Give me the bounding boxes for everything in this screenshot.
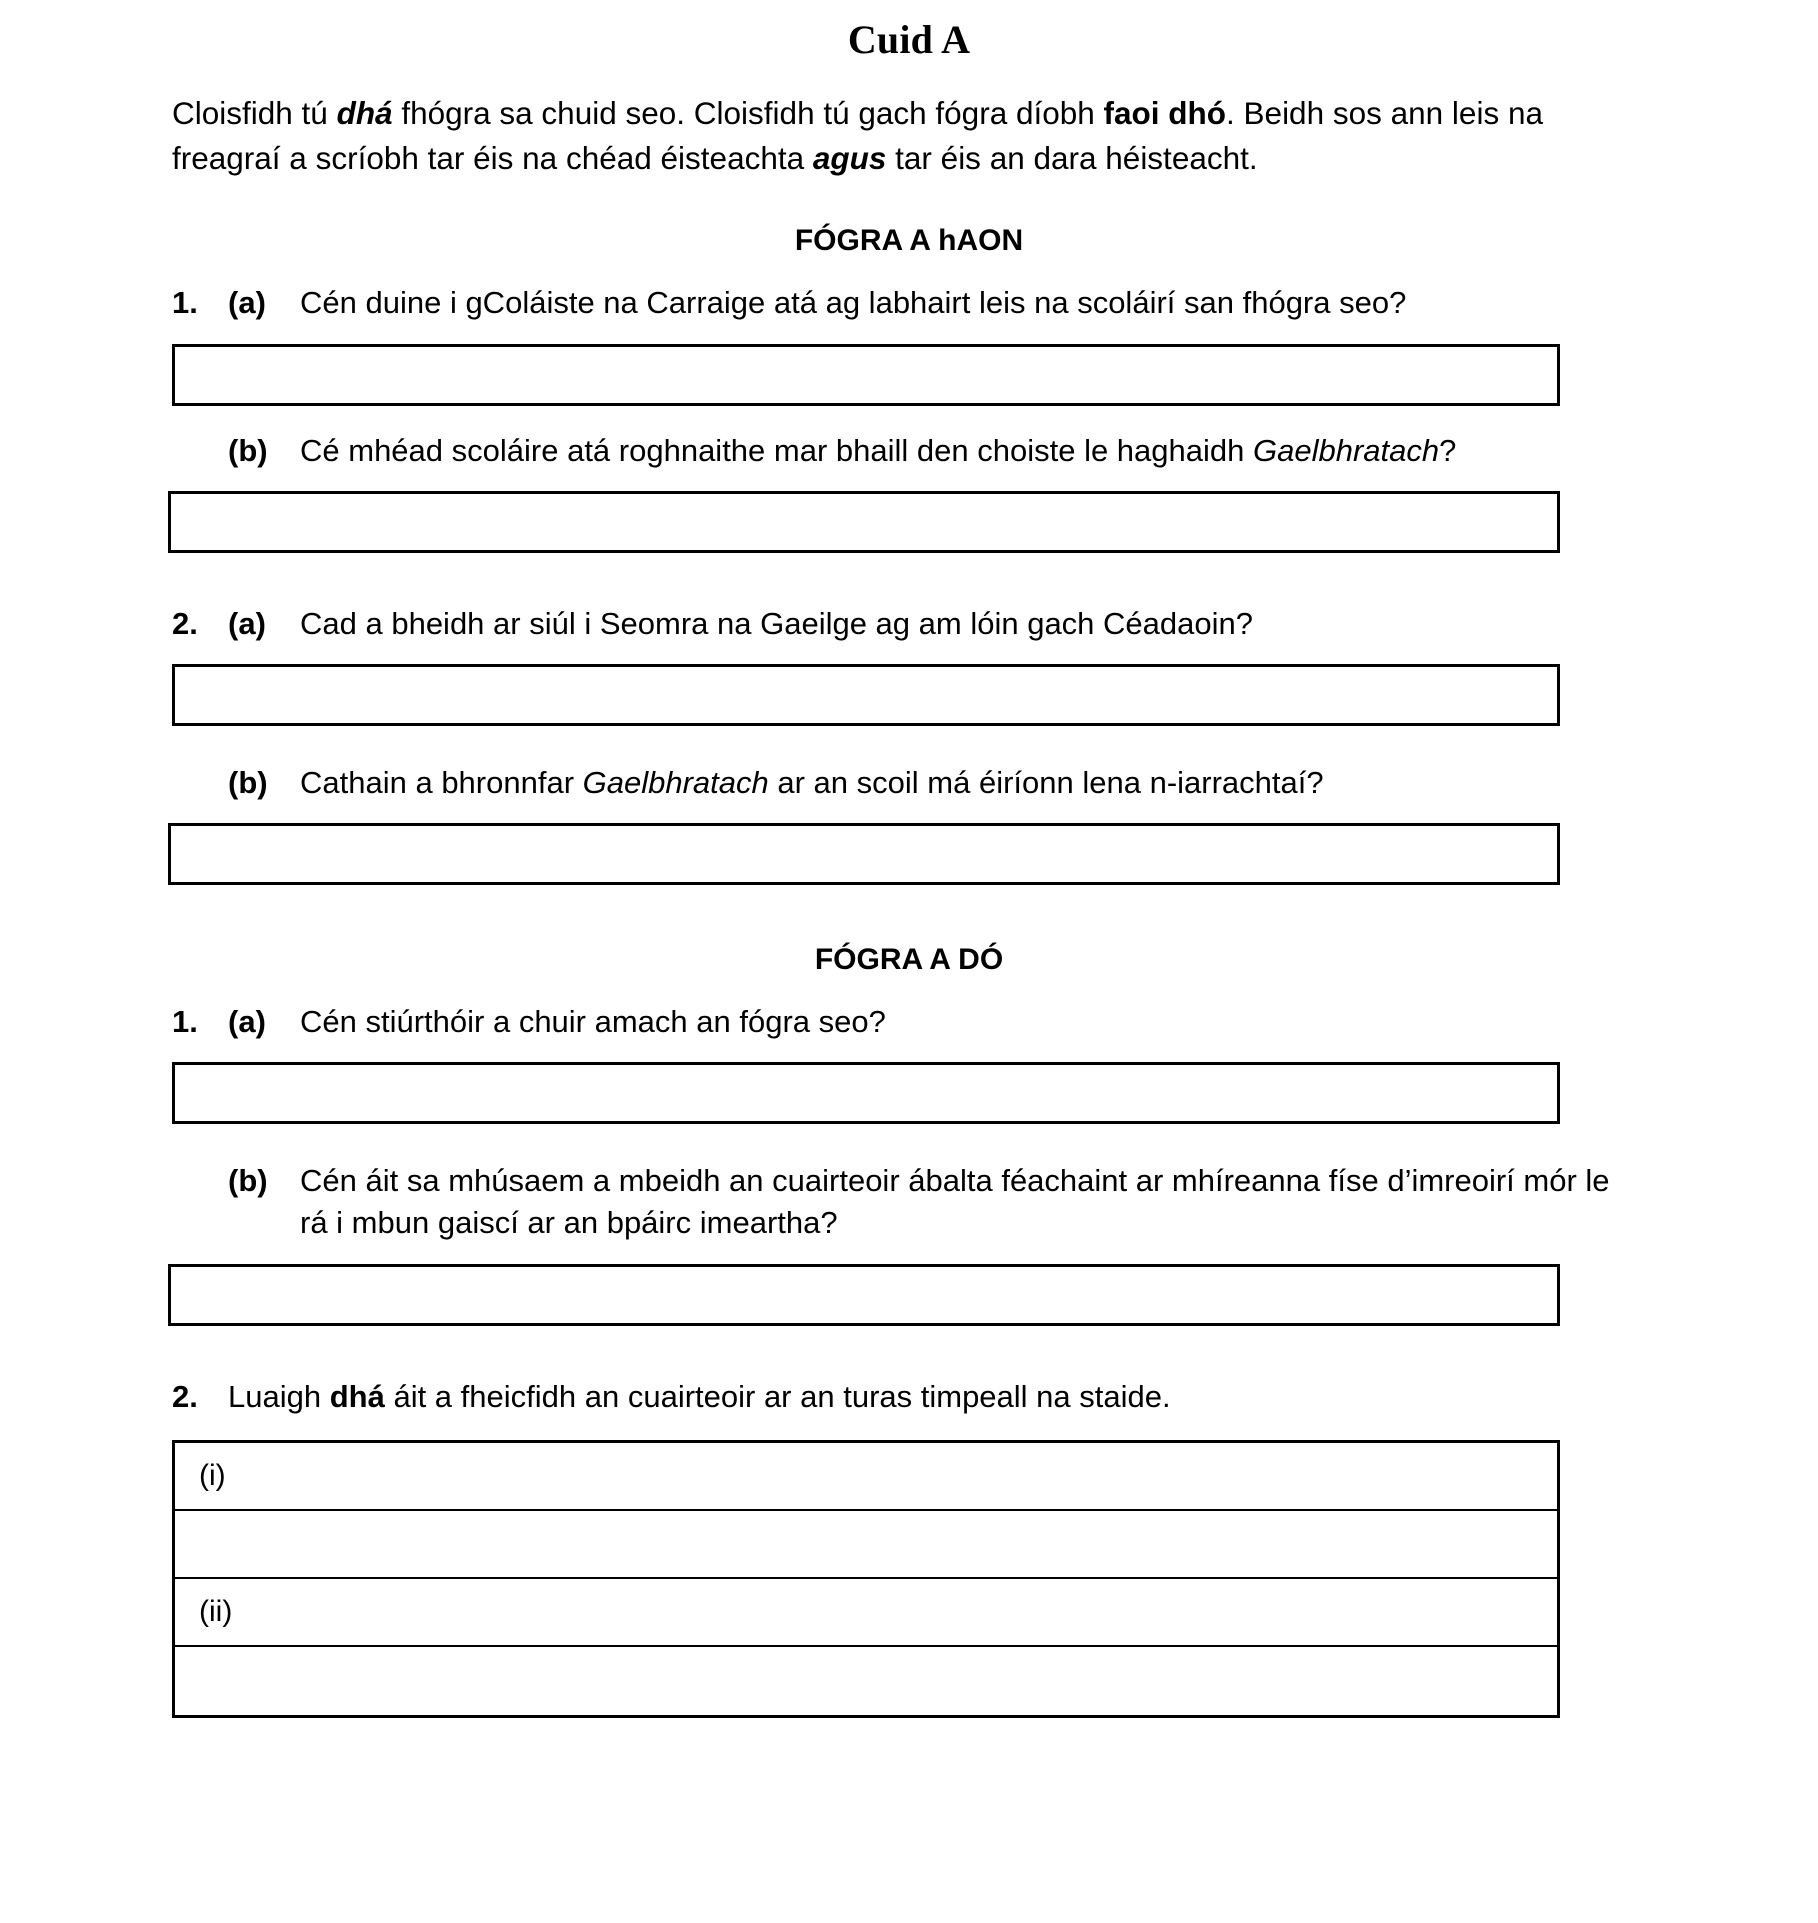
answer-box-2b[interactable] xyxy=(168,823,1560,885)
question-f2-1a-text: Cén stiúrthóir a chuir amach an fógra seo? xyxy=(300,1004,886,1040)
question-1b-text-before: Cé mhéad scoláire atá roghnaithe mar bhaill den choiste le haghaidh xyxy=(300,432,1253,468)
question-1a-label: (a) xyxy=(228,285,266,321)
question-f2-2-text-before: Luaigh xyxy=(228,1378,330,1414)
list-marker-ii: (ii) xyxy=(199,1594,233,1628)
table-row[interactable] xyxy=(175,1579,1557,1647)
question-1a xyxy=(0,282,1818,324)
question-f2-1b xyxy=(0,1160,1818,1244)
answer-box-2a[interactable] xyxy=(172,664,1560,726)
answer-table xyxy=(172,1440,1560,1718)
list-marker-i: (i) xyxy=(199,1458,226,1492)
question-2a xyxy=(0,603,1818,645)
instructions-segment-3: faoi dhó xyxy=(1103,95,1227,131)
table-row[interactable] xyxy=(175,1647,1557,1715)
question-f2-1b-text: Cén áit sa mhúsaem a mbeidh an cuairteoir ábalta féachaint ar mhíreanna físe d’imreoirí mór le rá i mbun gaiscí ar an bpáirc imeartha? xyxy=(300,1163,1610,1241)
question-f2-2-emphasis: dhá xyxy=(329,1378,385,1414)
instructions-segment-4: . Beidh sos ann leis na freagraí a scríobh tar éis na chéad éisteachta xyxy=(172,95,1543,176)
page-title: Cuid A xyxy=(847,17,971,62)
section-heading-fogra-a-haon: FÓGRA A hAON xyxy=(794,224,1024,258)
section-heading-fogra-a-do: FÓGRA A DÓ xyxy=(814,943,1004,977)
question-1b-text xyxy=(300,430,1638,472)
question-2b-text-before: Cathain a bhronnfar xyxy=(300,764,583,800)
question-2a-label: (a) xyxy=(228,605,266,641)
question-1b-term-gaelbhratach: Gaelbhratach xyxy=(1253,432,1440,468)
question-f2-2-text xyxy=(228,1376,1638,1418)
instructions-segment-0: Cloisfidh tú xyxy=(172,95,337,131)
question-1b xyxy=(0,430,1818,472)
question-2b-text-after: ar an scoil má éiríonn lena n-iarrachtaí? xyxy=(768,764,1324,800)
question-1b-text-after: ? xyxy=(1439,432,1457,468)
question-f2-2 xyxy=(0,1376,1818,1418)
table-row[interactable] xyxy=(175,1511,1557,1579)
answer-box-1b[interactable] xyxy=(168,491,1560,553)
instructions-segment-1: dhá xyxy=(336,95,393,131)
instructions-segment-6: tar éis an dara héisteacht. xyxy=(886,139,1258,176)
answer-box-f2-1a[interactable] xyxy=(172,1062,1560,1124)
question-f2-1a xyxy=(0,1001,1818,1043)
question-2b-label: (b) xyxy=(228,764,268,800)
answer-box-f2-1b[interactable] xyxy=(168,1264,1560,1326)
question-2b xyxy=(0,762,1818,804)
answer-box-1a[interactable] xyxy=(172,344,1560,406)
question-1a-text: Cén duine i gColáiste na Carraige atá ag labhairt leis na scoláirí san fhógra seo? xyxy=(300,285,1407,321)
question-1b-label: (b) xyxy=(228,432,268,468)
question-1a-number: 1. xyxy=(172,285,198,321)
instructions-segment-2: fhógra sa chuid seo. Cloisfidh tú gach fógra díobh xyxy=(392,95,1104,131)
question-2a-text: Cad a bheidh ar siúl i Seomra na Gaeilge ag am lóin gach Céadaoin? xyxy=(300,605,1253,641)
instructions-segment-5: agus xyxy=(812,139,887,176)
question-2b-text xyxy=(300,762,1638,804)
table-row[interactable] xyxy=(175,1443,1557,1511)
question-2a-number: 2. xyxy=(172,605,198,641)
instructions-paragraph xyxy=(0,91,1818,180)
question-2b-term-gaelbhratach: Gaelbhratach xyxy=(582,764,769,800)
question-f2-2-number: 2. xyxy=(172,1378,198,1414)
question-f2-2-text-after: áit a fheicfidh an cuairteoir ar an turas timpeall na staide. xyxy=(384,1378,1171,1414)
question-f2-1a-label: (a) xyxy=(228,1004,266,1040)
question-f2-1b-label: (b) xyxy=(228,1163,268,1199)
question-f2-1a-number: 1. xyxy=(172,1004,198,1040)
